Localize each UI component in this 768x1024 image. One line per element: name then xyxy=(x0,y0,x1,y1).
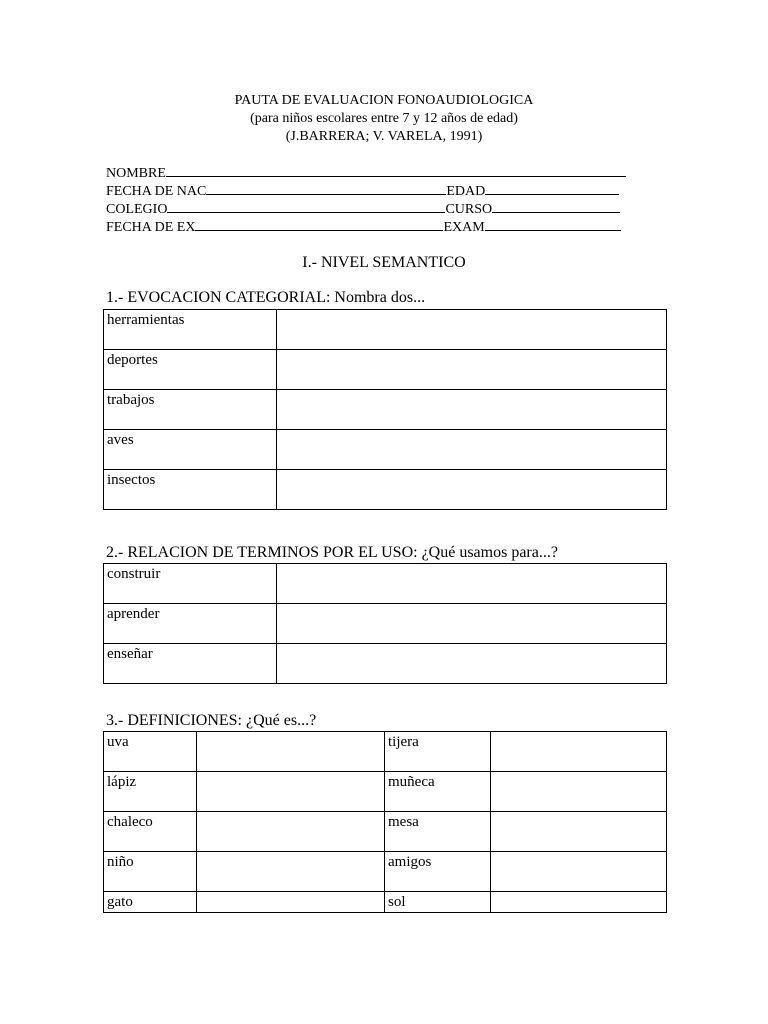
fecha-ex-label: FECHA DE EX xyxy=(106,220,196,235)
edad-label: EDAD xyxy=(446,184,486,199)
category-cell: deportes xyxy=(104,350,277,390)
answer-cell[interactable] xyxy=(277,604,667,644)
question-1-title: 1.- EVOCACION CATEGORIAL: Nombra dos... xyxy=(106,289,426,306)
fecha-nac-label: FECHA DE NAC xyxy=(106,184,207,199)
word-cell: tijera xyxy=(385,732,491,772)
table-row xyxy=(104,350,667,390)
answer-cell[interactable] xyxy=(491,892,667,913)
table-row xyxy=(104,644,667,684)
answer-cell[interactable] xyxy=(277,430,667,470)
answer-cell[interactable] xyxy=(491,812,667,852)
question-2-title: 2.- RELACION DE TERMINOS POR EL USO: ¿Qué usamos para...? xyxy=(106,544,558,561)
answer-cell[interactable] xyxy=(197,812,385,852)
word-cell: amigos xyxy=(385,852,491,892)
document-authors: (J.BARRERA; V. VARELA, 1991) xyxy=(285,129,483,144)
edad-line xyxy=(485,181,619,195)
word-cell: niño xyxy=(104,852,197,892)
category-cell: herramientas xyxy=(104,310,277,350)
table-row xyxy=(104,892,667,913)
answer-cell[interactable] xyxy=(277,350,667,390)
curso-line xyxy=(492,199,620,213)
category-cell: trabajos xyxy=(104,390,277,430)
term-cell: construir xyxy=(104,564,277,604)
answer-cell[interactable] xyxy=(277,470,667,510)
answer-cell[interactable] xyxy=(491,772,667,812)
answer-cell[interactable] xyxy=(197,772,385,812)
table-row xyxy=(104,310,667,350)
table-row xyxy=(104,430,667,470)
question-3-table xyxy=(103,731,667,913)
answer-cell[interactable] xyxy=(491,732,667,772)
nombre-line xyxy=(166,163,626,177)
category-cell: insectos xyxy=(104,470,277,510)
question-1-table xyxy=(103,309,667,510)
patient-fields xyxy=(106,163,646,235)
word-cell: muñeca xyxy=(385,772,491,812)
answer-cell[interactable] xyxy=(197,852,385,892)
table-row xyxy=(104,604,667,644)
table-row xyxy=(104,812,667,852)
section-title: I.- NIVEL SEMANTICO xyxy=(302,254,466,271)
fecha-ex-line xyxy=(195,217,443,231)
table-row xyxy=(104,772,667,812)
fecha-ex-row xyxy=(106,217,646,235)
term-cell: enseñar xyxy=(104,644,277,684)
table-row xyxy=(104,470,667,510)
answer-cell[interactable] xyxy=(277,564,667,604)
word-cell: sol xyxy=(385,892,491,913)
exam-label: EXAM xyxy=(443,220,485,235)
answer-cell[interactable] xyxy=(491,852,667,892)
answer-cell[interactable] xyxy=(197,732,385,772)
table-row xyxy=(104,732,667,772)
answer-cell[interactable] xyxy=(277,390,667,430)
colegio-line xyxy=(167,199,445,213)
word-cell: gato xyxy=(104,892,197,913)
exam-line xyxy=(485,217,621,231)
document-header xyxy=(0,92,768,146)
word-cell: uva xyxy=(104,732,197,772)
answer-cell[interactable] xyxy=(277,644,667,684)
colegio-label: COLEGIO xyxy=(106,202,168,217)
document-subtitle: (para niños escolares entre 7 y 12 años de edad) xyxy=(250,111,518,126)
fecha-nac-line xyxy=(206,181,446,195)
category-cell: aves xyxy=(104,430,277,470)
term-cell: aprender xyxy=(104,604,277,644)
word-cell: lápiz xyxy=(104,772,197,812)
question-3-title: 3.- DEFINICIONES: ¿Qué es...? xyxy=(106,712,317,729)
answer-cell[interactable] xyxy=(197,892,385,913)
curso-label: CURSO xyxy=(445,202,493,217)
table-row xyxy=(104,390,667,430)
question-2-table xyxy=(103,563,667,684)
table-row xyxy=(104,564,667,604)
word-cell: mesa xyxy=(385,812,491,852)
nombre-row xyxy=(106,163,646,181)
nombre-label: NOMBRE xyxy=(106,166,166,181)
colegio-row xyxy=(106,199,646,217)
table-row xyxy=(104,852,667,892)
word-cell: chaleco xyxy=(104,812,197,852)
answer-cell[interactable] xyxy=(277,310,667,350)
document-title: PAUTA DE EVALUACION FONOAUDIOLOGICA xyxy=(234,93,534,108)
fecha-nac-row xyxy=(106,181,646,199)
